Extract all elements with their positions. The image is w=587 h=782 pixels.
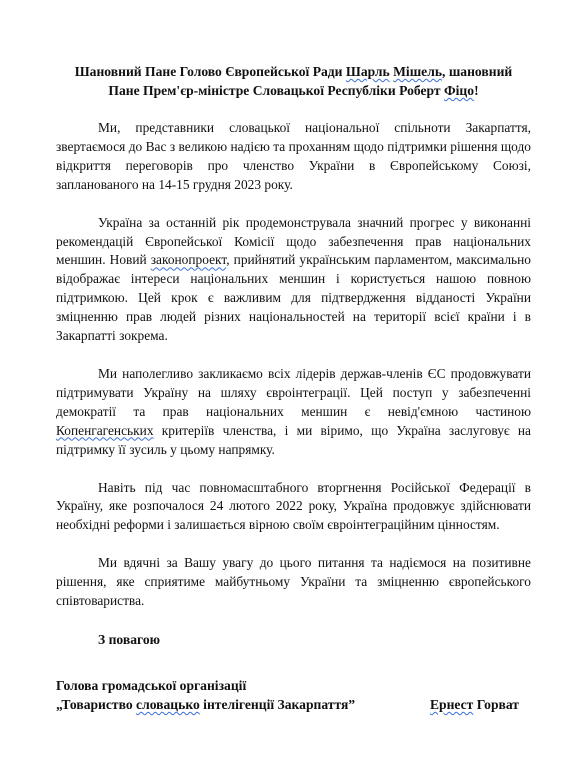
spellcheck-word: Фіцо <box>443 83 475 98</box>
org-text: інтелігенції Закарпаття” <box>199 696 356 712</box>
spellcheck-word: словацько <box>136 696 200 712</box>
signature-row <box>56 695 531 714</box>
signatory-name <box>430 695 519 714</box>
spellcheck-word: Копенгагенських <box>56 422 154 438</box>
spellcheck-word: Шарль <box>345 64 390 79</box>
heading-text: , шановний <box>442 64 513 79</box>
heading-line-1 <box>56 62 531 81</box>
paragraph-5: Ми вдячні за Вашу увагу до цього питання та надіємося на позитивне рішення, яке сприятиме майбутньому України та зміцненню європейського співтовариства. <box>56 555 531 609</box>
paragraph-text: Ми наполегливо закликаємо всіх лідерів держав-членів ЄС продовжувати підтримувати Україну на шляху євроінтеграції. Цей поступ у забезпеченні демократії та прав національних меншин є невід'ємною частиною <box>56 365 531 419</box>
signature-organization <box>56 695 355 714</box>
heading-text: Шановний Пане Голово Європейської Ради <box>74 64 346 79</box>
spellcheck-word: законопроект <box>150 252 227 268</box>
org-text: „Товариство <box>56 696 137 712</box>
spellcheck-word: Мішель <box>393 64 443 79</box>
heading-text: Пане Прем'єр-міністре Словацької Республіки Роберт <box>108 83 444 98</box>
signature-block <box>56 676 531 714</box>
paragraph-3 <box>56 365 531 460</box>
paragraph-text: , прийнятий українським парламентом, максимально відображає інтереси національних меншин і користується нашою повною підтримкою. Цей крок є важливим для підтвердження відданості України зміцненню прав людей різних національностей на території всієї країни і в Закарпатті зокрема. <box>56 252 531 344</box>
paragraph-2 <box>56 214 531 346</box>
heading-text: ! <box>474 83 479 98</box>
paragraph-text: Україна за останній рік продемонструвала значний прогрес у виконанні рекомендацій Європейської Комісії щодо забезпечення прав національних меншин. Новий <box>56 214 531 268</box>
closing-salutation: З повагою <box>98 631 161 647</box>
spellcheck-word: Ернест <box>429 696 474 712</box>
paragraph-4: Навіть під час повномасштабного вторгнення Російської Федерації в Україну, яке розпочалося 24 лютого 2022 року, Україна продовжує здійснювати необхідні реформи і залишається вірною своїм євроінтеграційним цінностям. <box>56 479 531 533</box>
letter-heading <box>56 62 531 100</box>
signature-title: Голова громадської організації <box>56 677 247 693</box>
paragraph-1: Ми, представники словацької національної спільноти Закарпаття, звертаємося до Вас з великою надією та проханням щодо підтримки рішення щодо відкриття переговорів про членство України в Європейському Союзі, запланованого на 14-15 грудня 2023 року. <box>56 120 531 192</box>
paragraph-text: критеріїв членства, і ми віримо, що Україна заслуговує на підтримку її зусиль у цьому напрямку. <box>56 422 531 457</box>
heading-line-2 <box>56 81 531 100</box>
name-text: Горват <box>473 696 519 712</box>
